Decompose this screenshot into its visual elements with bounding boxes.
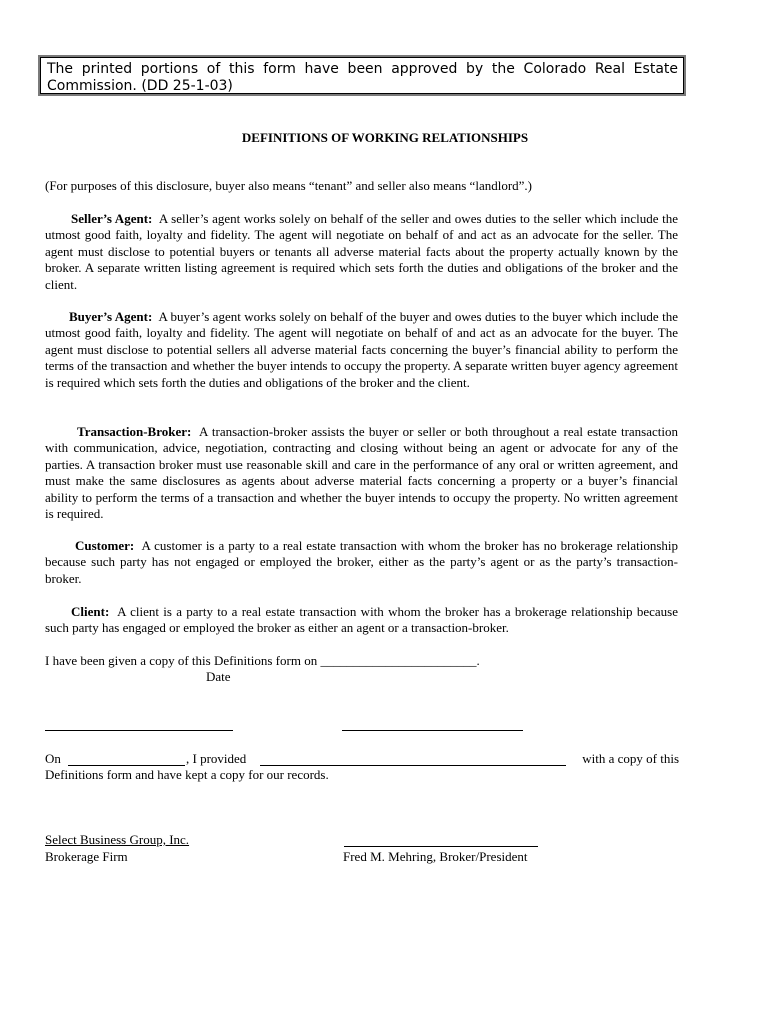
section-sellers-agent (45, 211, 678, 293)
section-client (45, 604, 678, 637)
date-label: Date (206, 669, 231, 684)
brokerage-firm-name: Select Business Group, Inc. (45, 832, 190, 847)
section-body: A buyer’s agent works solely on behalf of the buyer and owes duties to the buyer which include the utmost good faith, loyalty and fidelity. The agent will negotiate on behalf of and act as an advocate for the buyer. The agent must disclose to potential sellers all adverse material facts concerning the buyer’s financial ability to perform the terms of the transaction and whether the buyer intends to occupy the property. A separate written buyer agency agreement is required which sets forth the duties and obligations of the broker and the client. (45, 309, 678, 390)
provided-on-label: On (45, 751, 61, 766)
section-body: A seller’s agent works solely on behalf of the seller and owes duties to the seller which include the utmost good faith, loyalty and fidelity. The agent will negotiate on behalf of and act as an advocate for the seller. The agent must disclose to potential buyers or tenants all adverse material facts about the property actually known by the broker. A separate written listing agreement is required which sets forth the duties and obligations of the broker and the client. (45, 211, 678, 292)
page-title: DEFINITIONS OF WORKING RELATIONSHIPS (241, 130, 529, 145)
section-heading: Client: (71, 604, 110, 619)
section-heading: Customer: (75, 538, 135, 553)
provided-label: , I provided (186, 751, 247, 766)
brokerage-firm-label: Brokerage Firm (45, 849, 128, 864)
section-customer (45, 538, 678, 587)
commission-notice (38, 55, 686, 96)
signature-line-left[interactable] (45, 730, 233, 731)
acknowledgement-text: I have been given a copy of this Definitions form on ________________________. (45, 653, 480, 668)
purpose-note: (For purposes of this disclosure, buyer also means “tenant” and seller also means “landlord”.) (45, 178, 532, 193)
signature-line-right[interactable] (342, 730, 523, 731)
section-body: A transaction-broker assists the buyer or seller or both throughout a real estate transaction with communication, advice, negotiation, contracting and closing without being an agent or advocate for any of the parties. A transaction broker must use reasonable skill and care in the performance of any oral or written agreement, and must make the same disclosures as agents about adverse material facts concerning a property or a buyer’s financial ability to perform the terms of a transaction and whether the buyer intends to occupy the property. No written agreement is required. (45, 424, 678, 522)
broker-name: Fred M. Mehring, Broker/President (343, 849, 528, 864)
section-heading: Transaction-Broker: (77, 424, 192, 439)
broker-signature-line[interactable] (344, 846, 538, 847)
section-body: A client is a party to a real estate transaction with whom the broker has a brokerage relationship because such party has engaged or employed the broker as either an agent or a transaction-broker. (45, 604, 678, 636)
provided-date-line[interactable] (68, 765, 185, 766)
records-text: Definitions form and have kept a copy for our records. (45, 767, 329, 782)
provided-party-line[interactable] (260, 765, 566, 766)
section-body: A customer is a party to a real estate transaction with whom the broker has no brokerage relationship because such party has not engaged or employed the broker, either as the party’s agent or as the party’s transaction-broker. (45, 538, 678, 586)
with-copy-label: with a copy of this (582, 751, 679, 766)
section-buyers-agent (45, 309, 678, 391)
section-transaction-broker (45, 424, 678, 522)
section-heading: Buyer’s Agent: (69, 309, 153, 324)
section-heading: Seller’s Agent: (71, 211, 153, 226)
commission-notice-text: The printed portions of this form have been approved by the Colorado Real Estate Commission. (DD 25-1-03) (47, 61, 678, 94)
